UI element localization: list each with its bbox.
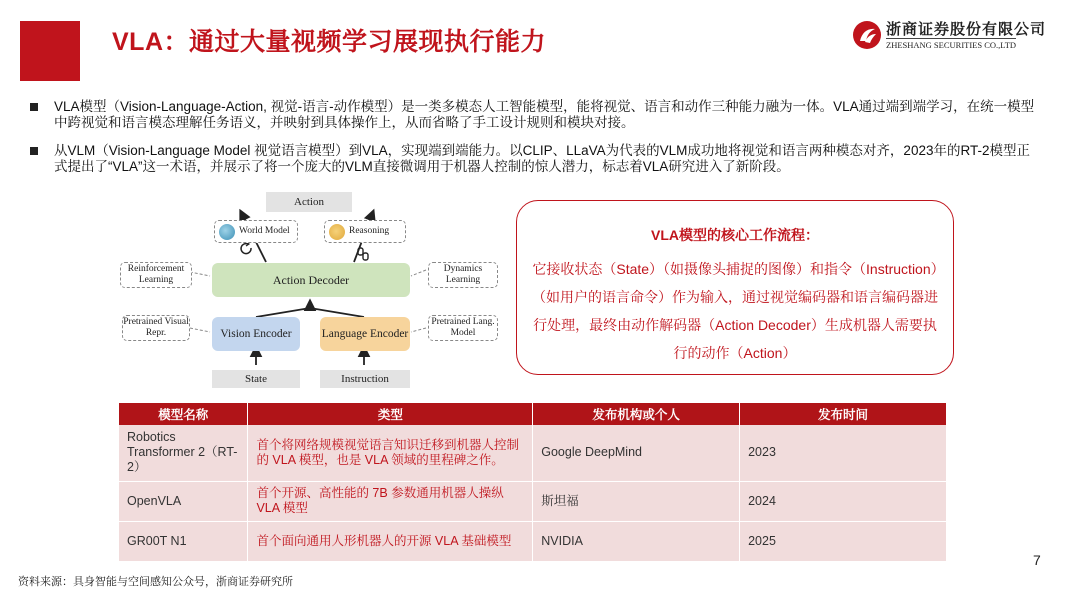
corner-accent-block: [20, 21, 80, 81]
vla-architecture-diagram: [118, 190, 500, 390]
brain-icon: [329, 224, 345, 240]
logo-english-name: ZHESHANG SECURITIES CO.,LTD: [886, 40, 1017, 50]
diagram-node-pretrained-visual: Pretrained Visual Repr.: [122, 315, 190, 341]
table-header-row: [119, 403, 947, 425]
table-header-name: 模型名称: [119, 403, 248, 425]
company-logo: [852, 18, 1052, 54]
table-cell-type: 首个开源、高性能的 7B 参数通用机器人操纵 VLA 模型: [248, 481, 533, 521]
bullet-list: [30, 99, 1040, 187]
company-logo-icon: [852, 20, 882, 50]
diagram-node-action-decoder: Action Decoder: [212, 263, 410, 297]
table-row: [119, 521, 947, 561]
workflow-callout: [516, 200, 954, 375]
diagram-node-vision-encoder: Vision Encoder: [212, 317, 300, 351]
table-cell-name: OpenVLA: [119, 481, 248, 521]
table-header-publisher: 发布机构或个人: [533, 403, 740, 425]
diagram-node-language-encoder: Language Encoder: [320, 317, 410, 351]
table-cell-type: 首个将网络规模视觉语言知识迁移到机器人控制的 VLA 模型，也是 VLA 领域的里程碑之作。: [248, 425, 533, 481]
table-cell-publisher: NVIDIA: [533, 521, 740, 561]
reasoning-label: Reasoning: [349, 226, 390, 236]
table-cell-date: 2024: [740, 481, 947, 521]
diagram-node-dynamics-learning: Dynamics Learning: [428, 262, 498, 288]
table-cell-name: GR00T N1: [119, 521, 248, 561]
diagram-node-action: Action: [266, 192, 352, 212]
bullet-item: [30, 99, 1040, 131]
bullet-text: 从VLM（Vision-Language Model 视觉语言模型）到VLA，实现端到端能力。以CLIP、LLaVA为代表的VLM成功地将视觉和语言两种模态对齐，2023年的RT-2模型正式提出了“VLA”这一术语，并展示了将一个庞大的VLM直接微调用于机器人控制的惊人潜力，标志着VLA研究进入了新阶段。: [54, 143, 1030, 174]
table-cell-name: Robotics Transformer 2（RT-2）: [119, 425, 248, 481]
callout-body: 它接收状态（State）（如摄像头捕捉的图像）和指令（Instruction）（如用户的语言命令）作为输入，通过视觉编码器和语言编码器进行处理，最终由动作解码器（Action Decoder）生成机器人需要执行的动作（Action）: [532, 261, 938, 361]
diagram-node-instruction: Instruction: [320, 370, 410, 388]
bullet-text: VLA模型（Vision-Language-Action, 视觉-语言-动作模型）是一类多模态人工智能模型，能将视觉、语言和动作三种能力融为一体。VLA通过端到端学习，在统一模型中跨视觉和语言模态理解任务语义，并映射到具体操作上，从而省略了手工设计规则和模块对接。: [54, 99, 1035, 130]
table-cell-publisher: Google DeepMind: [533, 425, 740, 481]
source-note: 资料来源：具身智能与空间感知公众号，浙商证券研究所: [18, 576, 293, 588]
table-cell-type: 首个面向通用人形机器人的开源 VLA 基础模型: [248, 521, 533, 561]
diagram-node-world-model: [214, 220, 298, 243]
table-cell-date: 2025: [740, 521, 947, 561]
callout-title: VLA模型的核心工作流程：: [651, 227, 819, 243]
diagram-node-reasoning: [324, 220, 406, 243]
table-cell-publisher: 斯坦福: [533, 481, 740, 521]
bullet-square-icon: [30, 103, 38, 111]
table-cell-date: 2023: [740, 425, 947, 481]
table-row: [119, 425, 947, 481]
table-row: [119, 481, 947, 521]
bullet-item: [30, 143, 1040, 175]
diagram-node-pretrained-lang-model: Pretrained Lang. Model: [428, 315, 498, 341]
bullet-square-icon: [30, 147, 38, 155]
diagram-node-reinforcement-learning: Reinforcement Learning: [120, 262, 192, 288]
globe-icon: [219, 224, 235, 240]
diagram-node-state: State: [212, 370, 300, 388]
page-title: VLA：通过大量视频学习展现执行能力: [112, 28, 547, 56]
logo-chinese-name: 浙商证券股份有限公司: [886, 20, 1047, 38]
vla-model-table: [119, 403, 947, 562]
page-number: 7: [1033, 552, 1041, 568]
table-header-date: 发布时间: [740, 403, 947, 425]
table-header-type: 类型: [248, 403, 533, 425]
world-model-label: World Model: [239, 226, 290, 236]
